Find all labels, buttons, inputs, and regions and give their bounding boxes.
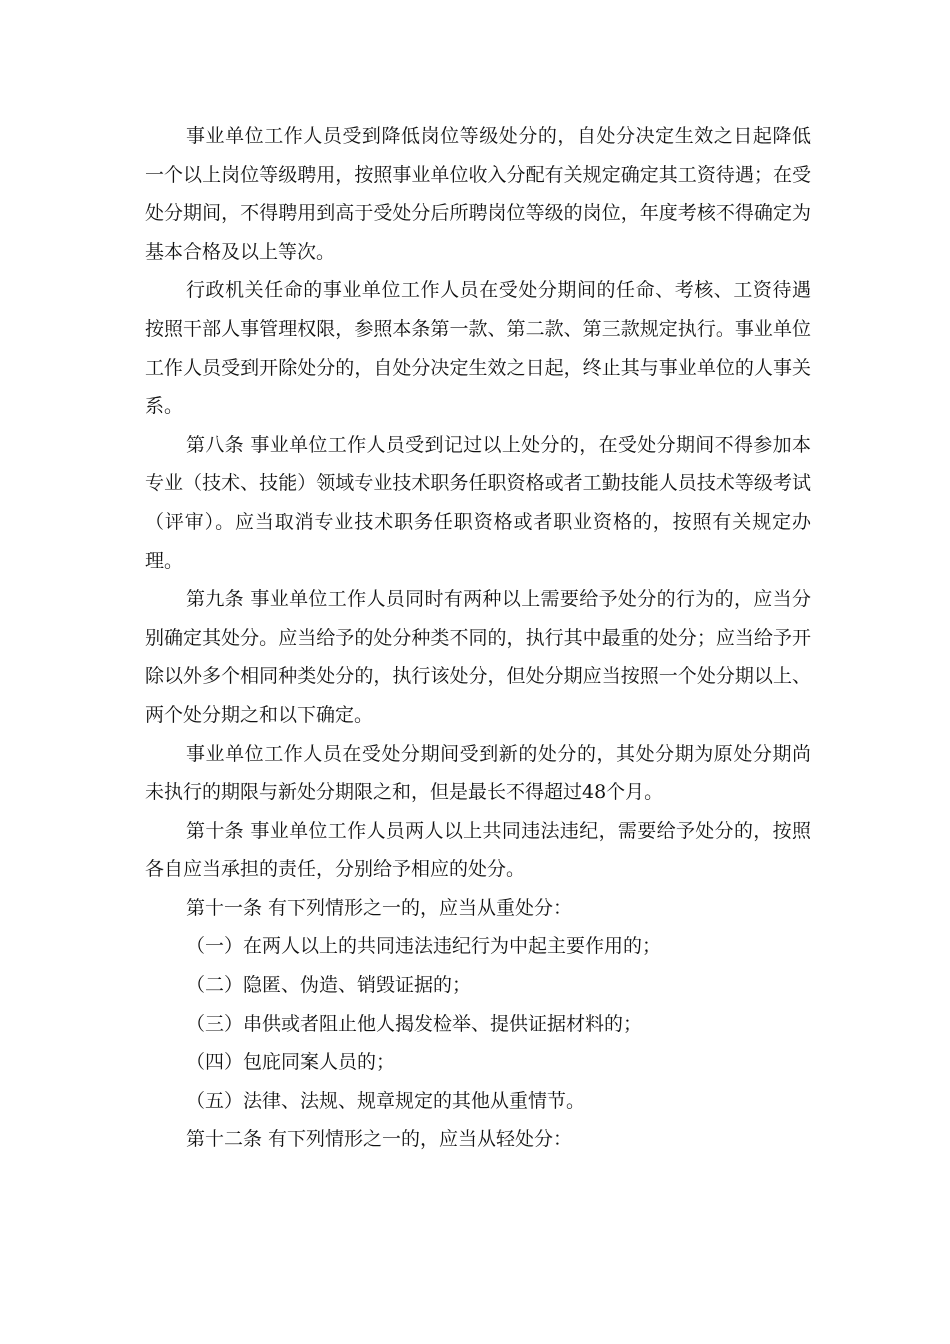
paragraph-article-10: 第十条 事业单位工作人员两人以上共同违法违纪，需要给予处分的，按照各自应当承担的责任，分别给予相应的处分。 <box>145 819 811 881</box>
paragraph-demotion-penalty: 事业单位工作人员受到降低岗位等级处分的，自处分决定生效之日起降低一个以上岗位等级聘用，按照事业单位收入分配有关规定确定其工资待遇；在受处分期间，不得聘用到高于受处分后所聘岗位等级的岗位，年度考核不得确定为基本合格及以上等次。 <box>145 125 811 263</box>
paragraph-article-11: 第十一条 有下列情形之一的，应当从重处分： <box>186 896 573 919</box>
list-item-1: （一）在两人以上的共同违法违纪行为中起主要作用的； <box>186 935 662 958</box>
list-item-2: （二）隐匿、伪造、销毁证据的； <box>186 974 472 997</box>
list-item-4: （四）包庇同案人员的； <box>186 1051 396 1074</box>
list-item-3: （三）串供或者阻止他人揭发检举、提供证据材料的； <box>186 1012 643 1035</box>
paragraph-article-12: 第十二条 有下列情形之一的，应当从轻处分： <box>186 1128 573 1151</box>
document-body <box>145 117 811 1159</box>
paragraph-appointed-staff: 行政机关任命的事业单位工作人员在受处分期间的任命、考核、工资待遇按照干部人事管理权限，参照本条第一款、第二款、第三款规定执行。事业单位工作人员受到开除处分的，自处分决定生效之日起，终止其与事业单位的人事关系。 <box>145 279 811 418</box>
list-item-5: （五）法律、法规、规章规定的其他从重情节。 <box>186 1089 586 1112</box>
paragraph-new-penalty-period: 事业单位工作人员在受处分期间受到新的处分的，其处分期为原处分期尚未执行的期限与新处分期限之和，但是最长不得超过48个月。 <box>145 742 811 804</box>
paragraph-article-9: 第九条 事业单位工作人员同时有两种以上需要给予处分的行为的，应当分别确定其处分。应当给予的处分种类不同的，执行其中最重的处分；应当给予开除以外多个相同种类处分的，执行该处分，但处分期应当按照一个处分期以上、两个处分期之和以下确定。 <box>145 588 811 726</box>
paragraph-article-8: 第八条 事业单位工作人员受到记过以上处分的，在受处分期间不得参加本专业（技术、技能）领域专业技术职务任职资格或者工勤技能人员技术等级考试（评审）。应当取消专业技术职务任职资格或者职业资格的，按照有关规定办理。 <box>145 433 811 572</box>
